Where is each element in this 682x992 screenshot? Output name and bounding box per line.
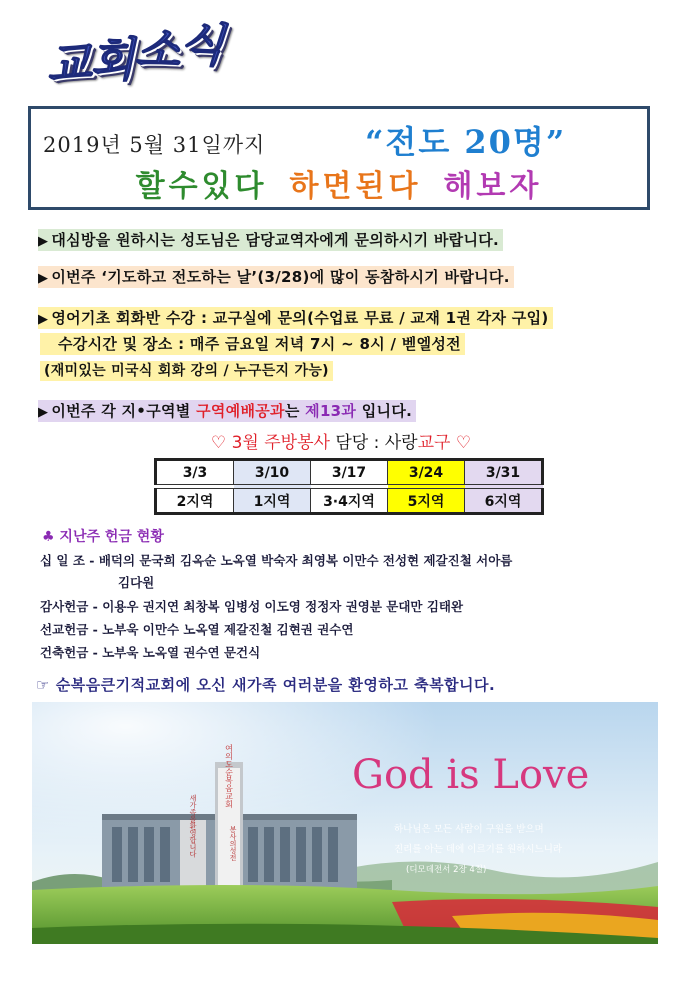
kitchen-service: 주방봉사 [264,433,330,453]
notice-prayer [38,266,514,287]
page-title [44,15,227,93]
schedule-date-cell: 3/24 [388,460,465,485]
mission-label: 선교헌금 [40,622,89,637]
schedule-region-cell: 1지역 [234,489,311,514]
thanks-names: 이용우 권지연 최창복 임병성 이도영 정정자 권영분 문대만 김태완 [102,599,464,614]
schedule-regions-row [156,489,543,514]
dash: - [92,599,98,614]
dash: - [89,553,95,568]
offering-tithe [40,551,512,569]
lesson-text-mid: 는 [284,402,306,420]
notice-visit-text: 대심방을 원하시는 성도님은 담당교역자에게 문의하시기 바랍니다. [51,231,500,249]
notice-visit [38,229,503,250]
notice-english-text-1: 영어기초 회화반 수강 : 교구실에 문의(수업료 무료 / 교재 1권 각자 구입) [51,309,549,327]
tithe-names-1: 배덕의 문국희 김옥순 노옥열 박숙자 최영복 이만수 전성현 제갈진철 서아름 [98,553,513,568]
sign-church-name: 여의도순복음교회 [224,744,234,808]
offering-title: ♣ 지난주 헌금 현황 [42,529,164,545]
verse-line-1: 하나님은 모든 사람이 구원을 받으며 [394,824,544,835]
arrow-marker-icon: ▶ [38,271,49,286]
schedule-dates-row [156,460,543,485]
thanks-label: 감사헌금 [40,599,89,614]
offering-mission [40,620,353,638]
lesson-text-purple: 제13과 [305,402,357,420]
welcome-text: 순복음큰기적교회에 오신 새가족 여러분을 환영하고 축복합니다. [55,676,496,694]
offering-thanks [40,597,463,615]
building-label: 건축헌금 [40,645,89,660]
heart-icon: ♡ [455,433,472,453]
notice-english-text-2: 수강시간 및 장소 : 매주 금요일 저녁 7시 ~ 8시 / 벧엘성전 [40,333,465,355]
notice-lesson [38,400,416,421]
dash: - [92,645,98,660]
sign-welcome: 새가족을환영합니다 [189,794,197,858]
schedule-date-cell: 3/3 [156,460,234,485]
kitchen-charge: 담당 : 사랑 [329,433,418,453]
schedule-region-cell: 3·4지역 [311,489,388,514]
verse-reference: (디모데전서 2장 4절) [406,865,487,875]
mission-names: 노부욱 이만수 노옥열 제갈진철 김현권 권수연 [102,622,354,637]
title-char-1: 교 [44,35,93,93]
tithe-label: 십 일 조 [40,553,85,568]
notice-prayer-text: 이번주 ‘기도하고 전도하는 날’(3/28)에 많이 동참하시기 바랍니다. [51,268,510,286]
notice-english-text-3: (재미있는 미국식 회화 강의 / 누구든지 가능) [40,361,333,381]
title-char-3: 소 [134,22,181,78]
title-char-2: 회 [89,32,136,88]
title-char-4: 식 [178,15,227,73]
church-picture [32,702,658,944]
kitchen-schedule-table [154,458,544,515]
slogan-part-2: 하면된다 [289,169,422,204]
schedule-region-cell: 6지역 [465,489,543,514]
slogan-part-3: 해보자 [443,169,543,204]
lesson-text-post: 입니다. [356,402,413,420]
schedule-region-cell: 2지역 [156,489,234,514]
arrow-marker-icon: ▶ [38,234,49,249]
arrow-marker-icon: ▶ [38,405,49,420]
lesson-text-pre: 이번주 각 지•구역별 [51,402,197,420]
kitchen-district: 교구 [417,433,451,453]
kitchen-heading [0,428,682,453]
dash: - [92,622,98,637]
banner-deadline: 2019년 5월 31일까지 [43,133,266,157]
welcome-message [36,674,495,695]
kitchen-month: 3월 [231,433,265,453]
banner-goal: “전도 20명” [365,123,567,161]
lesson-text-red: 구역예배공과 [196,402,285,420]
notice-english-1 [38,307,553,328]
pointing-hand-icon: ☞ [36,676,50,694]
offering-building [40,643,260,661]
notice-english-2 [40,333,465,354]
verse-line-2: 진리를 아는 데에 이르기를 원하시느니라 [394,844,563,855]
church-illustration [32,702,658,944]
schedule-date-cell: 3/10 [234,460,311,485]
heart-icon: ♡ [210,433,227,453]
god-is-love-headline: God is Love [352,752,590,798]
sign-sanctuary: 봉사의성전 [229,826,237,861]
evangelism-banner [28,106,650,210]
notice-english-3 [40,360,333,380]
schedule-date-cell: 3/31 [465,460,543,485]
building-names: 노부욱 노옥열 권수연 문건식 [102,645,261,660]
slogan-part-1: 할수있다 [135,169,268,204]
schedule-region-cell: 5지역 [388,489,465,514]
banner-slogan [31,161,647,205]
tithe-names-2: 김다원 [118,575,155,590]
arrow-marker-icon: ▶ [38,312,49,327]
schedule-date-cell: 3/17 [311,460,388,485]
